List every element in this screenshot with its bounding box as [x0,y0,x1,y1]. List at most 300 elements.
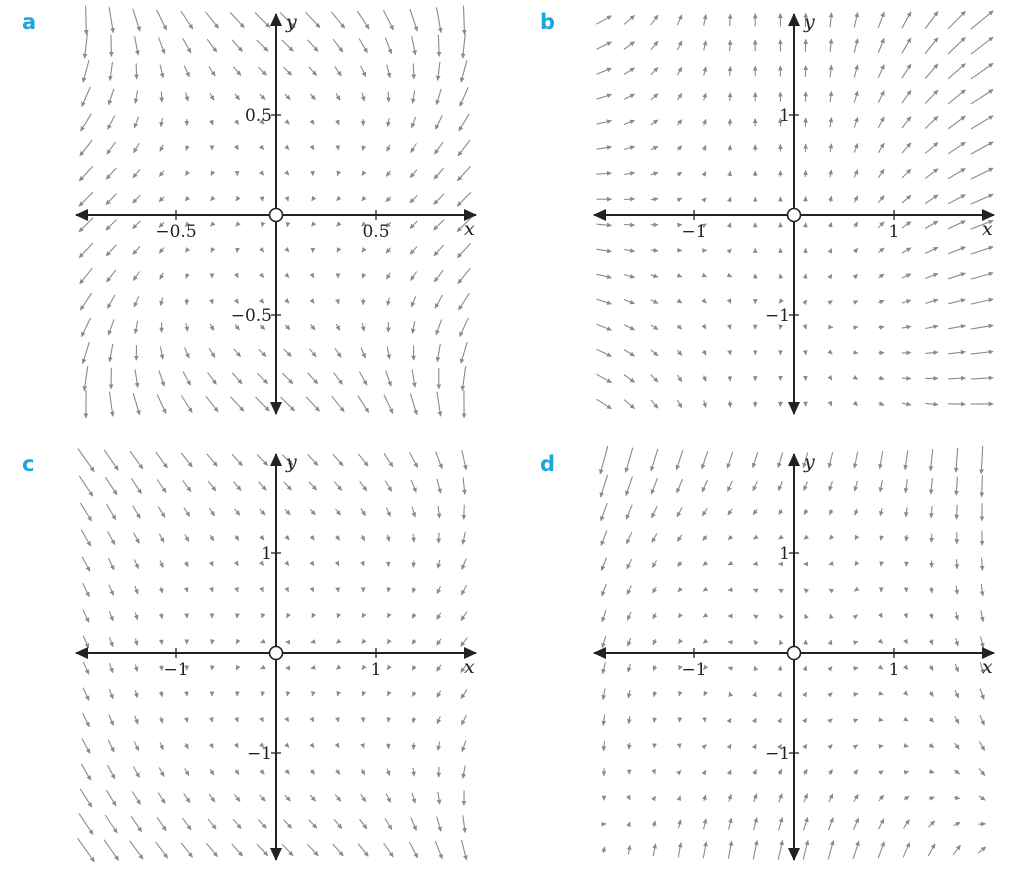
field-arrow [597,42,612,49]
field-arrow [881,536,882,541]
field-arrow [624,147,635,150]
field-arrow [905,450,908,469]
field-arrow [651,250,658,251]
field-arrow [109,715,114,726]
field-arrow [931,449,933,471]
field-arrow [334,372,343,384]
field-arrow [677,375,681,382]
field-arrow [755,666,756,670]
field-arrow [133,170,140,178]
field-arrow [410,452,418,467]
field-arrow [361,508,366,515]
field-arrow [362,614,364,618]
field-arrow [357,11,369,29]
field-arrow [878,117,884,128]
field-arrow [651,199,658,200]
field-arrow [438,506,439,518]
field-arrow [905,719,908,721]
field-arrow [653,613,656,619]
field-arrow [156,842,168,858]
field-arrow [262,718,264,722]
field-arrow [854,327,858,328]
field-arrow [829,770,832,775]
field-arrow [259,482,267,490]
field-arrow [438,560,440,569]
field-arrow [306,397,319,411]
field-arrow [159,248,164,254]
field-arrow [704,326,706,329]
field-arrow [854,377,857,379]
field-arrow [778,840,782,859]
field-arrow [627,612,631,620]
field-arrow [703,615,706,617]
field-arrow [677,67,681,75]
field-arrow [436,89,441,105]
field-arrow [184,508,190,517]
field-arrow [830,223,831,228]
field-arrow [411,143,417,152]
field-arrow [730,119,731,126]
field-arrow [729,223,730,227]
field-arrow [186,718,187,722]
field-arrow [597,16,612,24]
field-arrow [902,12,911,28]
field-arrow [410,9,417,31]
field-arrow [334,482,341,491]
field-arrow [159,768,164,777]
field-arrow [677,275,681,277]
field-arrow [903,843,909,858]
field-arrow [437,817,441,832]
field-arrow [930,718,934,723]
field-arrow [780,274,781,278]
field-arrow [413,534,414,542]
field-arrow [651,146,658,150]
field-arrow [981,610,983,621]
field-arrow [287,614,289,618]
field-arrow [160,145,163,152]
field-arrow [463,766,465,779]
field-arrow [312,223,315,226]
field-arrow [855,481,858,491]
field-arrow [829,745,832,748]
field-arrow [159,37,165,53]
field-arrow [677,479,683,493]
field-arrow [461,611,467,620]
field-arrow [804,481,808,490]
field-arrow [906,614,907,618]
field-arrow [925,64,938,79]
field-arrow [135,369,138,387]
field-arrow [779,510,782,515]
field-arrow [308,373,318,384]
field-arrow [597,94,612,99]
field-arrow [955,664,958,672]
field-arrow [84,366,88,391]
field-arrow [437,613,441,620]
field-arrow [362,172,364,176]
field-arrow [878,327,884,328]
field-arrow [854,13,857,28]
field-arrow [603,715,605,726]
field-arrow [412,321,414,333]
field-arrow [929,821,935,827]
field-arrow [185,198,188,201]
field-arrow [181,453,192,467]
field-arrow [259,349,266,356]
field-arrow [979,796,985,800]
field-arrow [677,300,681,303]
field-arrow [286,536,289,540]
field-arrow [388,118,390,126]
x-axis-label: x [982,218,993,240]
field-arrow [108,531,115,544]
field-arrow [597,249,612,251]
field-arrow [131,478,141,493]
field-arrow [704,198,707,201]
field-arrow [651,350,658,356]
field-arrow [457,243,470,257]
field-arrow [925,12,938,29]
field-arrow [730,351,731,355]
field-arrow [854,196,857,203]
field-arrow [83,636,88,648]
field-arrow [654,691,655,696]
field-arrow [437,344,440,362]
field-arrow [387,666,389,669]
field-arrow [729,325,730,329]
field-arrow [628,796,630,800]
field-arrow [902,403,911,405]
field-arrow [261,536,264,540]
field-arrow [161,587,163,593]
origin-marker [788,647,801,660]
field-arrow [905,640,907,644]
field-arrow [804,589,807,592]
field-arrow [651,120,658,125]
field-arrow [82,557,90,572]
field-arrow [261,275,264,278]
field-arrow [183,372,190,386]
panel-letter-c: c [22,452,35,476]
field-arrow [754,794,757,802]
field-arrow [307,844,318,855]
field-arrow [435,295,442,308]
field-arrow [237,588,238,592]
field-arrow [854,170,857,178]
field-arrow [362,640,364,643]
field-arrow [412,614,414,619]
field-arrow [704,351,706,356]
field-arrow [830,91,831,102]
field-arrow [829,300,832,302]
field-arrow [854,117,857,127]
field-arrow [157,395,166,414]
field-arrow [948,326,965,329]
field-arrow [261,172,264,175]
field-arrow [702,508,707,516]
field-arrow [335,348,341,357]
field-arrow [971,168,993,179]
field-arrow [260,795,266,801]
field-arrow [83,583,90,596]
field-arrow [363,692,364,696]
field-arrow [284,67,292,75]
field-arrow [362,666,364,669]
field-arrow [626,477,633,496]
field-arrow [925,116,938,128]
y-tick-label: 1 [261,544,272,564]
field-arrow [384,395,393,414]
field-arrow [232,844,243,856]
field-arrow [462,740,466,751]
field-arrow [361,794,366,802]
field-arrow [78,448,94,471]
field-arrow [651,449,658,471]
field-arrow [804,817,808,830]
field-arrow [880,480,882,492]
field-arrow [902,222,911,229]
field-arrow [386,508,390,517]
field-arrow [310,509,315,515]
field-arrow [597,121,612,125]
field-arrow [181,11,193,29]
y-tick-label: −1 [764,306,790,326]
field-arrow [337,198,340,201]
field-arrow [971,142,993,154]
field-arrow [105,815,117,833]
field-arrow [677,146,681,150]
field-arrow [184,793,190,802]
vector-field-panel-a [76,6,476,419]
field-arrow [287,692,288,696]
field-arrow [261,249,263,252]
field-arrow [363,146,364,151]
panel-letter-a: a [22,10,37,34]
field-arrow [79,218,93,232]
field-arrow [257,40,268,51]
field-arrow [931,639,933,644]
field-arrow [925,221,938,228]
field-arrow [728,563,732,565]
field-arrow [436,320,441,335]
field-arrow [879,771,883,774]
field-arrow [677,41,681,50]
field-arrow [230,12,244,27]
field-arrow [654,821,656,827]
field-arrow [703,641,706,643]
field-arrow [878,274,884,278]
field-arrow [261,667,265,669]
field-arrow [262,614,263,618]
field-arrow [261,641,265,642]
field-arrow [971,116,993,129]
origin-marker [270,209,283,222]
field-arrow [462,840,467,860]
field-arrow [948,352,965,354]
field-arrow [804,300,806,303]
field-arrow [410,170,417,178]
field-arrow [956,612,958,620]
field-arrow [160,273,164,280]
field-arrow [654,770,655,774]
field-arrow [409,842,417,858]
field-arrow [262,223,263,227]
field-arrow [207,843,218,856]
field-arrow [830,667,833,670]
field-arrow [457,192,471,206]
field-arrow [360,481,367,491]
field-arrow [104,840,119,861]
field-arrow [730,14,731,26]
field-arrow [678,771,681,774]
field-arrow [878,248,884,253]
field-arrow [956,448,958,473]
field-arrow [730,40,731,51]
field-arrow [236,300,238,304]
field-arrow [413,90,415,103]
field-arrow [597,68,612,74]
field-arrow [286,744,288,747]
field-arrow [285,795,291,801]
field-arrow [729,718,731,721]
field-arrow [704,401,706,408]
field-arrow [652,534,657,543]
field-arrow [954,798,960,799]
field-arrow [597,173,612,174]
field-arrow [982,475,983,497]
field-arrow [181,843,192,857]
field-arrow [209,66,215,76]
field-arrow [232,373,242,384]
field-arrow [157,480,166,493]
field-arrow [651,275,658,277]
field-arrow [388,692,390,696]
field-arrow [310,94,315,100]
field-arrow [804,769,807,774]
field-arrow [413,64,414,79]
field-arrow [702,451,708,469]
field-arrow [678,562,682,567]
field-arrow [236,274,238,278]
field-arrow [410,393,417,414]
field-arrow [209,508,214,516]
field-arrow [978,847,986,853]
field-arrow [186,561,188,566]
field-arrow [306,12,320,27]
field-arrow [387,65,390,78]
field-arrow [207,39,217,52]
field-arrow [359,39,367,53]
field-arrow [80,268,93,284]
field-arrow [653,844,655,856]
field-arrow [81,318,90,337]
field-arrow [878,12,884,28]
field-arrow [904,796,909,800]
field-arrow [387,535,389,542]
field-arrow [804,510,807,515]
field-arrow [855,536,857,540]
field-arrow [854,818,859,830]
field-arrow [730,145,731,151]
field-arrow [386,197,391,202]
field-arrow [437,639,441,645]
field-arrow [730,376,731,381]
field-arrow [931,478,933,494]
field-arrow [233,482,241,491]
field-arrow [954,770,959,774]
field-arrow [931,587,932,593]
field-arrow [461,342,467,363]
field-arrow [285,509,290,515]
field-arrow [629,716,630,723]
field-arrow [412,793,415,803]
field-arrow [971,247,993,254]
field-arrow [652,561,656,568]
field-arrow [902,90,911,103]
field-arrow [186,588,187,592]
field-arrow [971,325,993,329]
field-arrow [597,147,612,149]
field-arrow [601,558,606,571]
field-arrow [133,272,139,281]
field-arrow [109,7,113,32]
field-arrow [383,10,393,30]
field-arrow [855,562,857,565]
field-arrow [411,272,417,281]
field-arrow [830,13,831,27]
field-arrow [285,325,290,330]
field-arrow [830,249,832,253]
y-axis-label: y [286,451,297,473]
field-arrow [677,93,681,100]
field-arrow [286,121,289,124]
field-arrow [157,817,166,830]
field-arrow [210,93,214,100]
field-arrow [948,247,965,254]
field-arrow [161,691,162,696]
field-arrow [337,536,340,540]
field-arrow [779,589,782,591]
field-arrow [286,249,289,252]
field-arrow [676,450,682,470]
field-arrow [411,296,415,306]
field-arrow [804,794,808,803]
field-arrow [460,87,468,106]
y-tick-label: 1 [779,544,790,564]
field-arrow [928,844,935,856]
field-arrow [281,397,295,411]
field-arrow [601,531,607,546]
field-arrow [156,452,168,468]
field-arrow [286,147,289,150]
field-arrow [133,393,139,415]
field-arrow [210,769,214,775]
panel-letter-b: b [540,10,556,34]
field-arrow [235,770,239,775]
field-arrow [830,39,831,52]
field-arrow [362,249,364,252]
field-arrow [411,480,416,493]
field-arrow [704,795,706,801]
field-arrow [854,352,858,353]
field-arrow [879,795,884,801]
field-arrow [81,530,90,546]
field-arrow [335,795,340,802]
field-arrow [651,94,658,100]
field-arrow [948,142,965,154]
field-arrow [629,822,630,826]
